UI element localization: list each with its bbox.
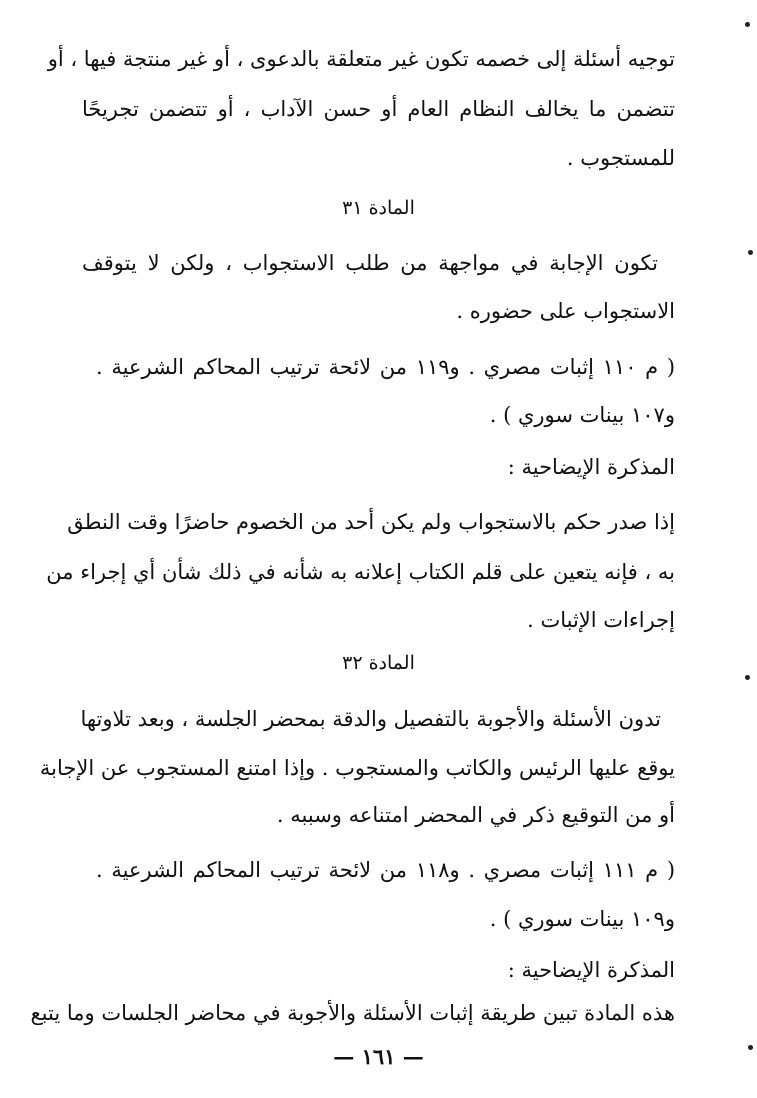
article-31-text-line-2: الاستجواب على حضوره . <box>456 299 675 323</box>
article-31-memo-line-2: به ، فإنه يتعين على قلم الكتاب إعلانه به شأنه في ذلك شأن أي إجراء من <box>46 560 675 584</box>
article-31-memo-heading: المذكرة الإيضاحية : <box>507 455 675 479</box>
article-31-memo-line-1: إذا صدر حكم بالاستجواب ولم يكن أحد من الخصوم حاضرًا وقت النطق <box>67 510 675 534</box>
article-32-text-line-3: أو من التوقيع ذكر في المحضر امتناعه وسببه . <box>276 803 675 827</box>
scan-mark-dot <box>745 675 750 680</box>
scan-mark-dot <box>748 250 753 255</box>
article-31-reference-line-2: و١٠٧ بينات سوري ) . <box>489 403 675 427</box>
article-31-memo-line-3: إجراءات الإثبات . <box>527 608 675 632</box>
article-32-reference-line-2: و١٠٩ بينات سوري ) . <box>489 907 675 931</box>
article-31-reference-line-1: ( م ١١٠ إثبات مصري . و١١٩ من لائحة ترتيب المحاكم الشرعية . <box>96 355 676 379</box>
article-31-heading: المادة ٣١ <box>342 197 415 219</box>
article-32-reference-line-1: ( م ١١١ إثبات مصري . و١١٨ من لائحة ترتيب المحاكم الشرعية . <box>96 858 676 882</box>
article-32-heading: المادة ٣٢ <box>342 652 415 674</box>
continuation-line-1: توجيه أسئلة إلى خصمه تكون غير متعلقة بالدعوى ، أو غير منتجة فيها ، أو <box>47 47 675 71</box>
article-32-text-line-2: يوقع عليها الرئيس والكاتب والمستجوب . وإذا امتنع المستجوب عن الإجابة <box>39 756 675 780</box>
article-32-memo-line-1: هذه المادة تبين طريقة إثبات الأسئلة والأجوبة في محاضر الجلسات وما يتبع <box>30 1001 675 1025</box>
article-32-memo-heading: المذكرة الإيضاحية : <box>507 958 675 982</box>
continuation-line-3: للمستجوب . <box>566 146 675 170</box>
article-32-text-line-1: تدون الأسئلة والأجوبة بالتفصيل والدقة بمحضر الجلسة ، وبعد تلاوتها <box>80 707 661 731</box>
article-31-text-line-1: تكون الإجابة في مواجهة من طلب الاستجواب ، ولكن لا يتوقف <box>82 251 658 275</box>
continuation-line-2: تتضمن ما يخالف النظام العام أو حسن الآداب ، أو تتضمن تجريحًا <box>82 97 675 121</box>
page-number: — ١٦١ — <box>333 1044 424 1069</box>
scan-mark-dot <box>748 1045 753 1050</box>
scan-mark-dot <box>745 22 750 27</box>
